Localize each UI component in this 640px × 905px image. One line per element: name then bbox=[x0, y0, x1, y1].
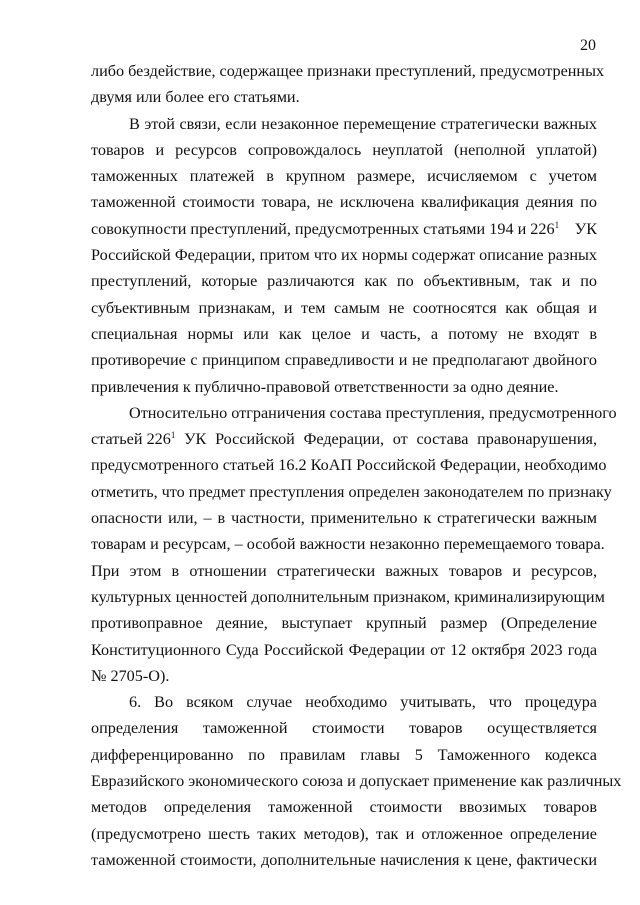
text-word: УК bbox=[184, 430, 207, 449]
page-number: 20 bbox=[580, 37, 596, 54]
text-word: состава bbox=[416, 430, 469, 449]
text-line-with-superscript bbox=[91, 216, 597, 242]
text-line: таможенных платежей в крупном размере, исчисляемом с учетом bbox=[91, 167, 597, 186]
document-body bbox=[91, 58, 622, 873]
text-line-head bbox=[91, 216, 559, 242]
text-word: Российской bbox=[215, 430, 295, 449]
text-line: отметить, что предмет преступления определен законодателем по признаку bbox=[91, 482, 612, 501]
text-line: В этой связи, если незаконное перемещение стратегически важных bbox=[129, 114, 597, 133]
article-superscript: 1 bbox=[554, 219, 560, 230]
text-word: правонарушения, bbox=[477, 430, 597, 449]
text-line: таможенной стоимости товара, не исключена квалификация деяния по bbox=[91, 193, 597, 212]
text-word: Федерации, bbox=[303, 430, 385, 449]
text-line: дифференцированно по правилам главы 5 Таможенного кодекса bbox=[91, 745, 597, 764]
paragraph-customs-value bbox=[91, 689, 622, 873]
text-word: УК bbox=[574, 219, 597, 238]
text-line: субъективным признакам, и тем самым не соотносятся как общая и bbox=[91, 298, 597, 317]
text-line: привлечения к публично-правовой ответственности за одно деяние. bbox=[91, 377, 559, 396]
text-line: культурных ценностей дополнительным признаком, криминализирующим bbox=[91, 587, 605, 606]
text-line-head bbox=[91, 426, 175, 452]
text-line: При этом в отношении стратегически важных товаров и ресурсов, bbox=[91, 561, 597, 580]
text-line: товаров и ресурсов сопровождалось неуплатой (неполной уплатой) bbox=[91, 140, 597, 159]
text-line-with-superscript bbox=[91, 426, 597, 452]
text-line: предусмотренного статьей 16.2 КоАП Российской Федерации, необходимо bbox=[91, 456, 607, 475]
text-line: 6. Во всяком случае необходимо учитывать, что процедура bbox=[129, 693, 597, 712]
article-superscript: 1 bbox=[170, 430, 176, 441]
text-line: двумя или более его статьями. bbox=[91, 88, 300, 107]
text-line: таможенной стоимости, дополнительные начисления к цене, фактически bbox=[91, 850, 597, 869]
text-line: преступлений, которые различаются как по объективным, так и по bbox=[91, 272, 597, 291]
text-line: опасности или, – в частности, применительно к стратегически важным bbox=[91, 509, 597, 528]
text-line-body: совокупности преступлений, предусмотренных статьями 194 и 226 bbox=[91, 219, 555, 238]
text-line: противоречие с принципом справедливости и не предполагают двойного bbox=[91, 351, 597, 370]
paragraph-continuation bbox=[91, 58, 605, 111]
text-line-body: статьей 226 bbox=[91, 430, 171, 449]
paragraph-delimitation bbox=[91, 400, 617, 689]
text-line: № 2705-О). bbox=[91, 666, 170, 685]
text-word: от bbox=[392, 430, 408, 449]
text-line: Конституционного Суда Российской Федерации от 12 октября 2023 года bbox=[91, 640, 597, 659]
text-line: Относительно отграничения состава преступления, предусмотренного bbox=[129, 403, 617, 422]
text-line: методов определения таможенной стоимости ввозимых товаров bbox=[91, 798, 597, 817]
text-line: (предусмотрено шесть таких методов), так и отложенное определение bbox=[91, 824, 597, 843]
paragraph-combination-of-crimes bbox=[91, 111, 597, 400]
text-line: специальная нормы или как целое и часть, а потому не входят в bbox=[91, 324, 597, 343]
text-line: противоправное деяние, выступает крупный размер (Определение bbox=[91, 614, 597, 633]
text-line: либо бездействие, содержащее признаки преступлений, предусмотренных bbox=[91, 62, 605, 80]
text-line: Российской Федерации, притом что их нормы содержат описание разных bbox=[91, 246, 597, 265]
text-line: определения таможенной стоимости товаров осуществляется bbox=[91, 719, 597, 738]
text-line: Евразийского экономического союза и допускает применение как различных bbox=[91, 772, 622, 791]
text-line: товарам и ресурсам, – особой важности незаконно перемещаемого товара. bbox=[91, 535, 605, 554]
